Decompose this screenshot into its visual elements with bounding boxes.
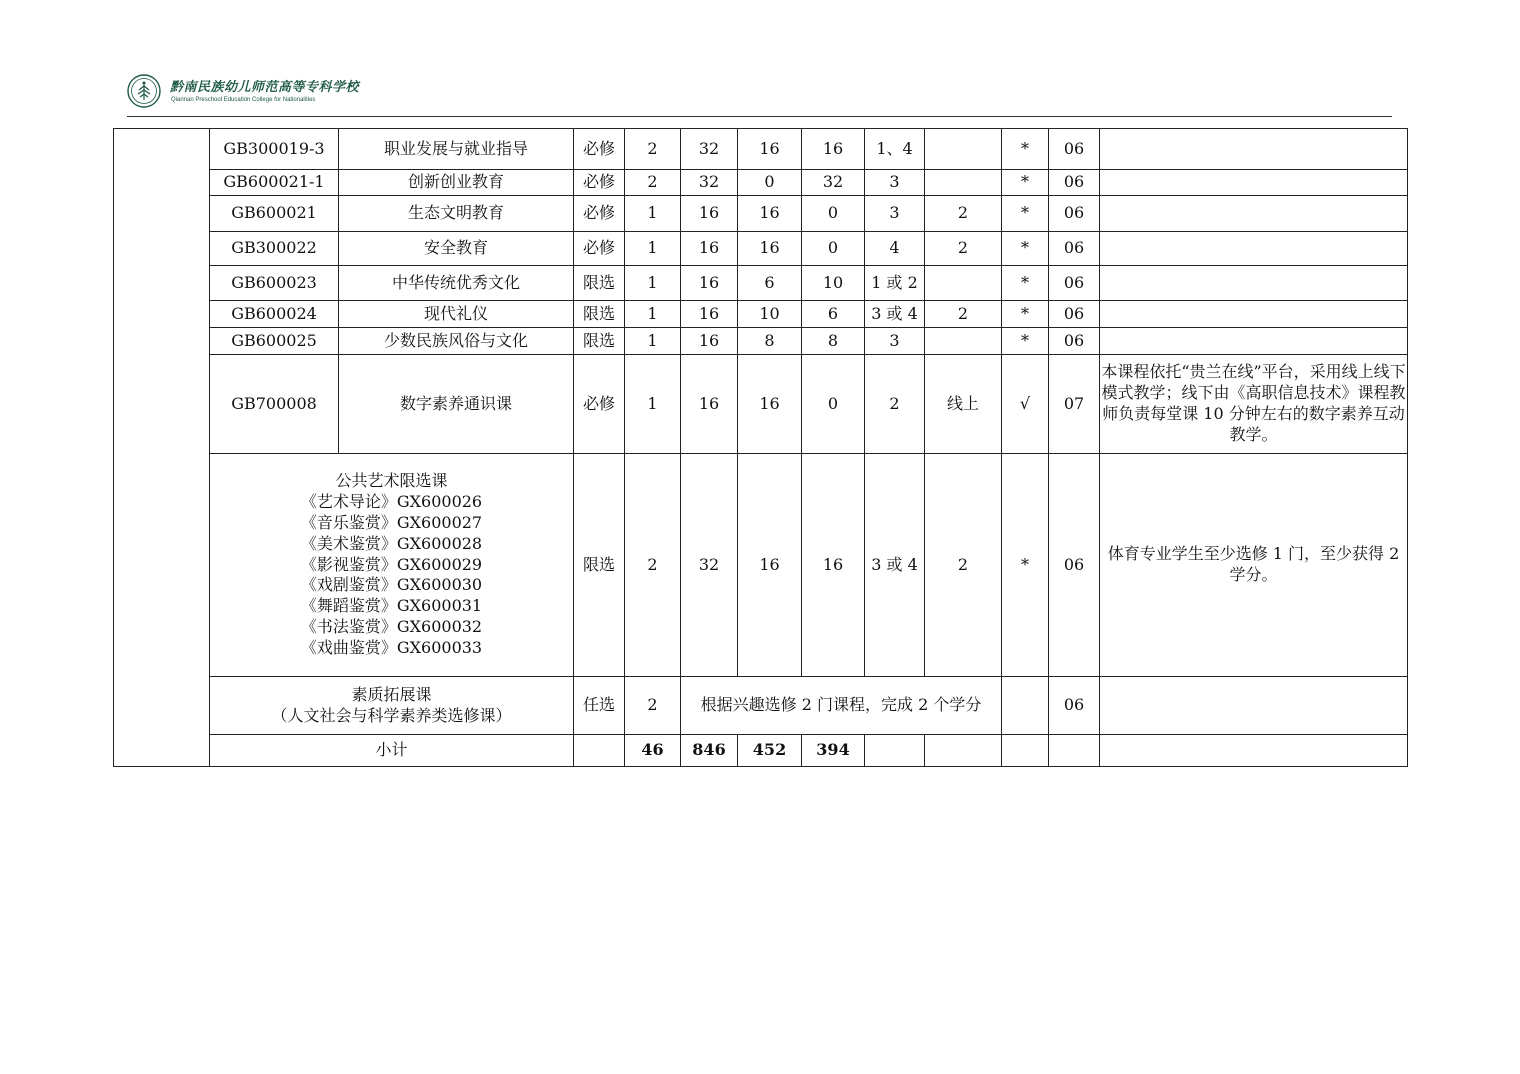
exam-mark: * <box>1002 232 1049 266</box>
course-hours: 16 <box>681 328 738 355</box>
course-type: 限选 <box>574 454 625 677</box>
theory-hours: 16 <box>738 355 802 454</box>
exam-mark: * <box>1002 129 1049 170</box>
art-course: 《影视鉴赏》GX600029 <box>300 554 483 574</box>
remark <box>1100 266 1408 301</box>
subtotal-hours: 846 <box>681 735 738 767</box>
art-course: 《美术鉴赏》GX600028 <box>300 533 483 553</box>
table-row <box>114 454 1408 677</box>
practice-hours: 10 <box>802 266 865 301</box>
practice-hours: 32 <box>802 170 865 196</box>
theory-hours: 16 <box>738 196 802 232</box>
course-credits: 2 <box>625 677 681 735</box>
theory-hours: 16 <box>738 454 802 677</box>
remark <box>1100 301 1408 328</box>
dept-code: 06 <box>1049 232 1100 266</box>
weekly-hours <box>925 328 1002 355</box>
exam-mark: * <box>1002 170 1049 196</box>
weekly-hours: 2 <box>925 196 1002 232</box>
table-row <box>114 170 1408 196</box>
semester: 2 <box>865 355 925 454</box>
course-type: 限选 <box>574 301 625 328</box>
weekly-hours: 2 <box>925 232 1002 266</box>
exam-mark: * <box>1002 196 1049 232</box>
practice-hours: 0 <box>802 196 865 232</box>
weekly-hours: 2 <box>925 301 1002 328</box>
semester: 3 <box>865 328 925 355</box>
course-code: GB300022 <box>210 232 339 266</box>
table-row <box>114 129 1408 170</box>
course-code: GB300019-3 <box>210 129 339 170</box>
course-hours: 16 <box>681 301 738 328</box>
table-row <box>114 196 1408 232</box>
art-course: 《舞蹈鉴赏》GX600031 <box>300 596 483 616</box>
subtotal-credits: 46 <box>625 735 681 767</box>
exam-mark <box>1002 677 1049 735</box>
course-credits: 1 <box>625 196 681 232</box>
course-credits: 1 <box>625 355 681 454</box>
course-credits: 2 <box>625 129 681 170</box>
table-row <box>114 677 1408 735</box>
exam-mark: √ <box>1002 355 1049 454</box>
remark: 本课程依托“贵兰在线”平台，采用线上线下模式教学；线下由《高职信息技术》课程教师负责每堂课 10 分钟左右的数字素养互动教学。 <box>1100 355 1408 454</box>
course-hours: 16 <box>681 196 738 232</box>
art-course: 《音乐鉴赏》GX600027 <box>300 513 483 532</box>
course-credits: 2 <box>625 170 681 196</box>
remark <box>1100 735 1408 767</box>
course-hours: 32 <box>681 454 738 677</box>
weekly-hours <box>925 266 1002 301</box>
table-row <box>114 232 1408 266</box>
subtotal-row <box>114 735 1408 767</box>
semester: 1 或 2 <box>865 266 925 301</box>
table-row <box>114 355 1408 454</box>
course-hours: 16 <box>681 232 738 266</box>
course-code: GB600021-1 <box>210 170 339 196</box>
dept-code: 06 <box>1049 129 1100 170</box>
course-name: 数字素养通识课 <box>339 355 574 454</box>
course-type: 任选 <box>574 677 625 735</box>
school-name-en: Qiannan Preschool Education College for Nationalities <box>171 97 316 103</box>
theory-hours: 10 <box>738 301 802 328</box>
course-code: GB600025 <box>210 328 339 355</box>
art-course: 《艺术导论》GX600026 <box>300 492 483 512</box>
course-credits: 2 <box>625 454 681 677</box>
dept-code: 06 <box>1049 677 1100 735</box>
course-code: GB700008 <box>210 355 339 454</box>
course-name: 生态文明教育 <box>339 196 574 232</box>
course-type: 必修 <box>574 170 625 196</box>
remark: 体育专业学生至少选修 1 门，至少获得 2 学分。 <box>1100 454 1408 677</box>
practice-hours: 0 <box>802 232 865 266</box>
semester <box>865 735 925 767</box>
table-row <box>114 301 1408 328</box>
course-credits: 1 <box>625 266 681 301</box>
course-name: 中华传统优秀文化 <box>339 266 574 301</box>
semester: 3 或 4 <box>865 454 925 677</box>
weekly-hours: 线上 <box>925 355 1002 454</box>
course-code: GB600023 <box>210 266 339 301</box>
art-elective-heading: 公共艺术限选课 <box>335 471 448 491</box>
quality-course-title: 素质拓展课 <box>351 684 432 704</box>
semester: 3 <box>865 196 925 232</box>
subtotal-practice: 394 <box>802 735 865 767</box>
remark <box>1100 328 1408 355</box>
exam-mark: * <box>1002 454 1049 677</box>
course-hours: 32 <box>681 170 738 196</box>
course-credits: 1 <box>625 232 681 266</box>
course-name: 安全教育 <box>339 232 574 266</box>
exam-mark: * <box>1002 301 1049 328</box>
theory-hours: 0 <box>738 170 802 196</box>
dept-code: 06 <box>1049 266 1100 301</box>
weekly-hours: 2 <box>925 454 1002 677</box>
elective-instruction: 根据兴趣选修 2 门课程，完成 2 个学分 <box>681 677 1002 735</box>
theory-hours: 6 <box>738 266 802 301</box>
table-row <box>114 328 1408 355</box>
dept-code <box>1049 735 1100 767</box>
course-table <box>113 128 1408 767</box>
remark <box>1100 196 1408 232</box>
art-elective-list <box>210 454 574 677</box>
dept-code: 06 <box>1049 454 1100 677</box>
theory-hours: 8 <box>738 328 802 355</box>
course-type: 必修 <box>574 355 625 454</box>
category-cell <box>114 129 210 767</box>
practice-hours: 0 <box>802 355 865 454</box>
quality-course-subtitle: （人文社会与科学素养类选修课） <box>271 705 512 725</box>
exam-mark: * <box>1002 328 1049 355</box>
course-type: 必修 <box>574 129 625 170</box>
weekly-hours <box>925 170 1002 196</box>
course-hours: 16 <box>681 355 738 454</box>
dept-code: 06 <box>1049 328 1100 355</box>
course-credits: 1 <box>625 301 681 328</box>
dept-code: 06 <box>1049 196 1100 232</box>
remark <box>1100 170 1408 196</box>
practice-hours: 8 <box>802 328 865 355</box>
practice-hours: 6 <box>802 301 865 328</box>
theory-hours: 16 <box>738 129 802 170</box>
art-course: 《书法鉴赏》GX600032 <box>300 616 483 636</box>
weekly-hours <box>925 735 1002 767</box>
subtotal-theory: 452 <box>738 735 802 767</box>
course-name: 少数民族风俗与文化 <box>339 328 574 355</box>
theory-hours: 16 <box>738 232 802 266</box>
remark <box>1100 129 1408 170</box>
semester: 4 <box>865 232 925 266</box>
semester: 3 <box>865 170 925 196</box>
dept-code: 07 <box>1049 355 1100 454</box>
exam-mark: * <box>1002 266 1049 301</box>
dept-code: 06 <box>1049 170 1100 196</box>
course-type <box>574 735 625 767</box>
course-type: 限选 <box>574 266 625 301</box>
exam-mark <box>1002 735 1049 767</box>
course-hours: 32 <box>681 129 738 170</box>
course-hours: 16 <box>681 266 738 301</box>
dept-code: 06 <box>1049 301 1100 328</box>
page-header <box>127 74 1392 117</box>
weekly-hours <box>925 129 1002 170</box>
course-type: 必修 <box>574 196 625 232</box>
school-logo-icon <box>127 74 161 108</box>
semester: 1、4 <box>865 129 925 170</box>
course-name: 职业发展与就业指导 <box>339 129 574 170</box>
course-name: 现代礼仪 <box>339 301 574 328</box>
practice-hours: 16 <box>802 454 865 677</box>
school-name-zh: 黔南民族幼儿师范高等专科学校 <box>170 80 360 95</box>
course-type: 必修 <box>574 232 625 266</box>
course-name: 创新创业教育 <box>339 170 574 196</box>
remark <box>1100 232 1408 266</box>
practice-hours: 16 <box>802 129 865 170</box>
art-course: 《戏剧鉴赏》GX600030 <box>300 575 483 595</box>
subtotal-label: 小计 <box>210 735 574 767</box>
course-credits: 1 <box>625 328 681 355</box>
course-code: GB600021 <box>210 196 339 232</box>
table-row <box>114 266 1408 301</box>
remark <box>1100 677 1408 735</box>
course-code: GB600024 <box>210 301 339 328</box>
art-course: 《戏曲鉴赏》GX600033 <box>300 637 483 657</box>
quality-expansion-course <box>210 677 574 735</box>
course-type: 限选 <box>574 328 625 355</box>
semester: 3 或 4 <box>865 301 925 328</box>
